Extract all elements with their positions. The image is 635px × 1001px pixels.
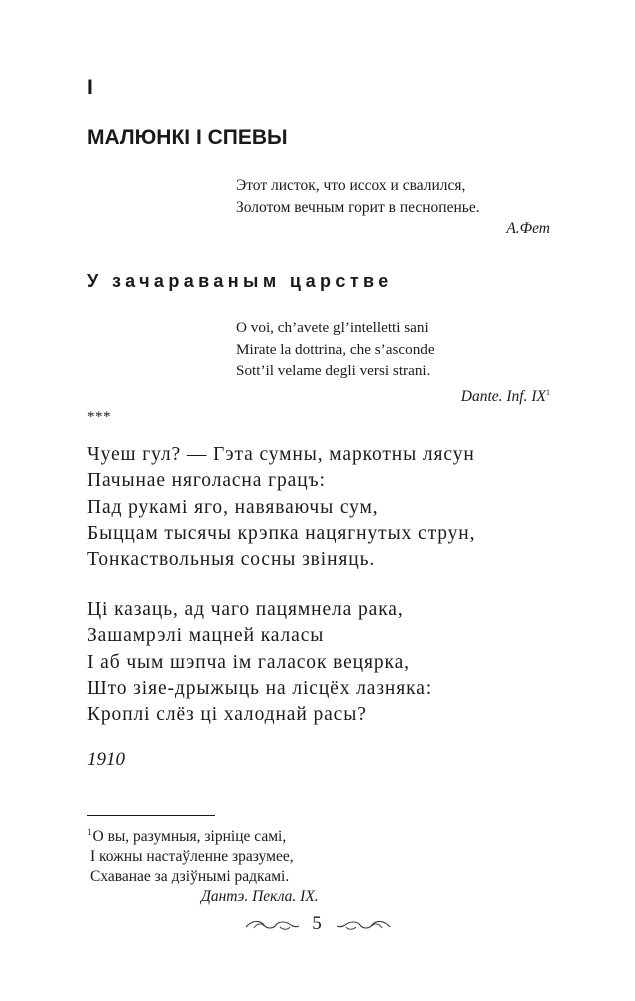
verse-line: Пад рукамі яго, навяваючы сум, xyxy=(87,496,379,518)
epigraph-source xyxy=(236,382,550,408)
verse-line: Што зіяе-дрыжыць на лісцёх лазняка: xyxy=(87,677,433,699)
section-break-asterisks: *** xyxy=(87,409,111,425)
footnote-source: Дантэ. Пекла. IX. xyxy=(201,888,319,905)
verse-line: Тонкаствольныя сосны звіняць. xyxy=(87,549,376,571)
part-number: I xyxy=(87,76,93,99)
flourish-right-icon xyxy=(336,918,392,932)
flourish-left-icon xyxy=(244,918,300,932)
section-epigraph xyxy=(236,175,550,240)
epigraph-line: Mirate la dottrina, che s’asconde xyxy=(236,340,435,358)
epigraph-line: O voi, ch’avete gl’intelletti sani xyxy=(236,319,429,336)
footnote-line: І кожны настаўленне зразумее, xyxy=(90,848,294,865)
footnote-line: Схаванае за дзіўнымі радкамі. xyxy=(90,868,290,885)
poem-year: 1910 xyxy=(87,749,125,770)
epigraph-author: А.Фет xyxy=(506,220,550,237)
verse-line: Чуеш гул? — Гэта сумны, маркотны лясун xyxy=(87,444,475,465)
verse-line: Ці казаць, ад чаго пацямнела рака, xyxy=(87,599,404,620)
verse-line: Пачынае няголасна грацъ: xyxy=(87,470,326,492)
poem-title: У зачараваным царстве xyxy=(87,271,393,291)
epigraph-line: Золотом вечным горит в песнопенье. xyxy=(236,198,480,216)
page-footer xyxy=(0,910,635,940)
footnote-mark: 1 xyxy=(87,827,92,837)
epigraph-line: Sott’il velame degli versi strani. xyxy=(236,362,431,379)
footnote-text: О вы, разумныя, зірніце самі, xyxy=(92,828,287,845)
stanza xyxy=(87,442,475,573)
footnote-line xyxy=(87,822,319,847)
verse-line: Зашамрэлі мацней каласы xyxy=(87,625,325,647)
footnote-divider xyxy=(87,815,215,816)
verse-line: Кроплі слёз ці халоднай расы? xyxy=(87,704,367,726)
epigraph-line: Этот листок, что иссох и свалился, xyxy=(236,177,466,194)
epigraph-source-text: Dante. Inf. IX xyxy=(460,387,546,405)
stanza xyxy=(87,597,432,728)
page-number: 5 xyxy=(312,913,322,934)
footnote-reference[interactable]: 1 xyxy=(546,387,550,397)
verse-line: Быццам тысячы крэпка нацягнутых струн, xyxy=(87,522,476,544)
footnote xyxy=(87,822,319,907)
verse-line: І аб чым шэпча ім галасок вецярка, xyxy=(87,651,410,673)
poem-epigraph xyxy=(236,317,550,407)
section-title: МАЛЮНКІ І СПЕВЫ xyxy=(87,126,288,149)
